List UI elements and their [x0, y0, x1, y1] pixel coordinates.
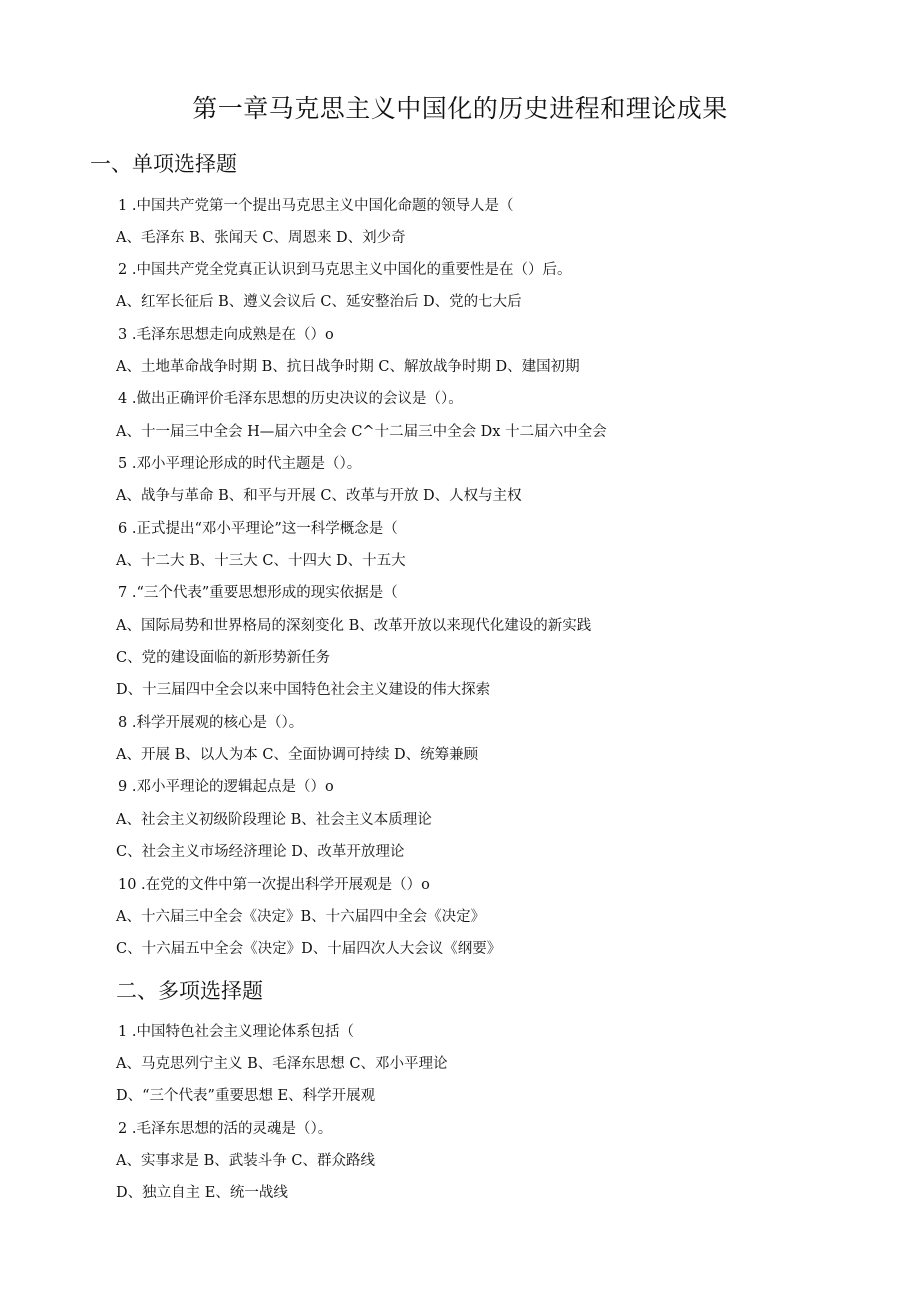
question-1-2: 2 .中国共产党全党真正认识到马克思主义中国化的重要性是在（）后。 — [118, 262, 572, 278]
question-1-3: 3 .毛泽东思想走向成熟是在（）o — [118, 327, 334, 343]
question-1-8: 8 .科学开展观的核心是（）。 — [118, 715, 304, 731]
options-1-10-c: C、十六届五中全会《决定》D、十届四次人大会议《纲要》 — [116, 941, 502, 957]
section-heading-single-choice: 一、单项选择题 — [90, 152, 237, 176]
options-1-6: A、十二大 B、十三大 C、十四大 D、十五大 — [116, 553, 406, 569]
options-1-4: A、十一届三中全会 H—届六中全会 C^十二届三中全会 Dx 十二届六中全会 — [116, 424, 607, 440]
options-1-3: A、土地革命战争时期 B、抗日战争时期 C、解放战争时期 D、建国初期 — [116, 359, 580, 375]
options-2-2-d: D、独立自主 E、统一战线 — [116, 1185, 288, 1201]
options-1-8: A、开展 B、以人为本 C、全面协调可持续 D、统筹兼顾 — [116, 747, 479, 763]
question-1-10: 10 .在党的文件中第一次提出科学开展观是（）o — [118, 877, 430, 893]
options-1-1: A、毛泽东 B、张闻天 C、周恩来 D、刘少奇 — [116, 230, 406, 246]
options-1-7-a: A、国际局势和世界格局的深刻变化 B、改革开放以来现代化建设的新实践 — [116, 618, 592, 634]
options-1-7-d: D、十三届四中全会以来中国特色社会主义建设的伟大探索 — [116, 682, 491, 698]
question-1-4: 4 .做出正确评价毛泽东思想的历史决议的会议是（）。 — [118, 391, 463, 407]
question-1-1: 1 .中国共产党第一个提出马克思主义中国化命题的领导人是（ — [118, 198, 514, 214]
options-2-1-d: D、“三个代表”重要思想 E、科学开展观 — [116, 1088, 376, 1104]
options-1-5: A、战争与革命 B、和平与开展 C、改革与开放 D、人权与主权 — [116, 488, 522, 504]
options-1-9-c: C、社会主义市场经济理论 D、改革开放理论 — [116, 844, 405, 860]
options-1-9-a: A、社会主义初级阶段理论 B、社会主义本质理论 — [116, 812, 432, 828]
options-1-7-c: C、党的建设面临的新形势新任务 — [116, 650, 331, 666]
question-2-2: 2 .毛泽东思想的活的灵魂是（）。 — [118, 1121, 333, 1137]
options-1-10-a: A、十六届三中全会《决定》B、十六届四中全会《决定》 — [116, 909, 486, 925]
question-1-5: 5 .邓小平理论形成的时代主题是（）。 — [118, 456, 362, 472]
page-title: 第一章马克思主义中国化的历史进程和理论成果 — [192, 94, 728, 123]
options-1-2: A、红军长征后 B、遵义会议后 C、延安整治后 D、党的七大后 — [116, 294, 522, 310]
options-2-1-a: A、马克思列宁主义 B、毛泽东思想 C、邓小平理论 — [116, 1056, 448, 1072]
question-2-1: 1 .中国特色社会主义理论体系包括（ — [118, 1024, 354, 1040]
question-1-7: 7 .“三个代表”重要思想形成的现实依据是（ — [118, 585, 398, 601]
question-1-6: 6 .正式提出“邓小平理论”这一科学概念是（ — [118, 521, 398, 537]
options-2-2-a: A、实事求是 B、武装斗争 C、群众路线 — [116, 1153, 375, 1169]
section-heading-multiple-choice: 二、多项选择题 — [116, 979, 263, 1003]
question-1-9: 9 .邓小平理论的逻辑起点是（）o — [118, 779, 334, 795]
